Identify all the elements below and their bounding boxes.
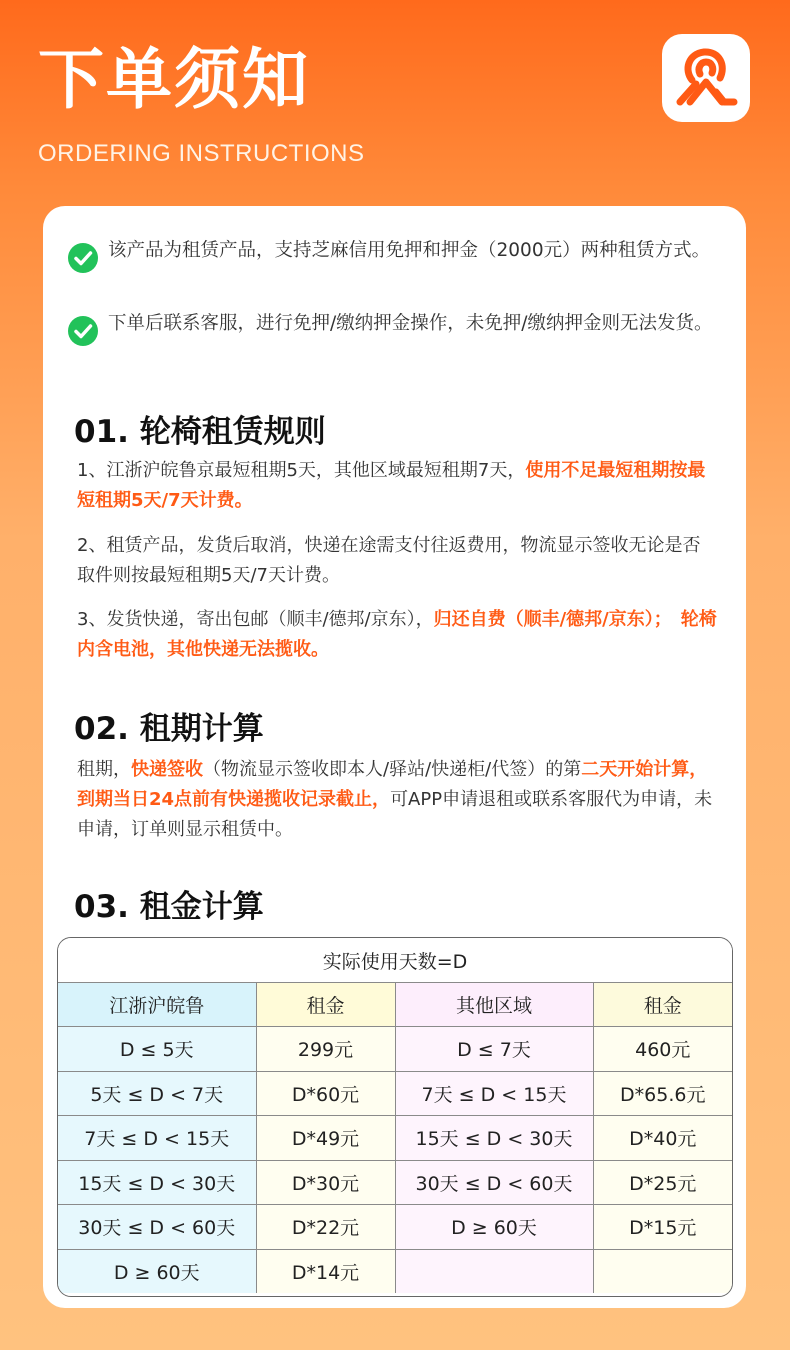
- table-cell: 460元: [593, 1027, 732, 1072]
- table-cell: D*22元: [256, 1205, 395, 1250]
- table-row: [58, 1160, 732, 1205]
- table-cell: 15天 ≤ D < 30天: [58, 1160, 256, 1205]
- note-item: [67, 236, 717, 266]
- note-text: 该产品为租赁产品，支持芝麻信用免押和押金（2000元）两种租赁方式。: [108, 240, 711, 261]
- rule-text: 3、发货快递，寄出包邮（顺丰/德邦/京东），: [77, 609, 434, 630]
- rent-table: [57, 937, 733, 1297]
- rule-text: 2、租赁产品，发货后取消，快递在途需支付往返费用，物流显示签收无论是否取件则按最短租期5天/7天计费。: [77, 535, 701, 586]
- table-row: [58, 1116, 732, 1161]
- table-cell: D*40元: [593, 1116, 732, 1161]
- table-cell: D*60元: [256, 1071, 395, 1116]
- rule-paragraph-1: [77, 456, 717, 516]
- note-item: [67, 309, 717, 339]
- table-cell: [593, 1249, 732, 1293]
- table-cell: D*65.6元: [593, 1071, 732, 1116]
- brand-logo-icon: [662, 34, 750, 122]
- table-row: [58, 1205, 732, 1250]
- column-header: 租金: [593, 983, 732, 1027]
- period-paragraph: [77, 755, 717, 845]
- table-cell: D ≥ 60天: [58, 1249, 256, 1293]
- column-header: 其他区域: [395, 983, 593, 1027]
- check-circle-icon: [67, 242, 99, 274]
- rule-text: 1、江浙沪皖鲁京最短租期5天，其他区域最短租期7天，: [77, 460, 526, 481]
- table-cell: 30天 ≤ D < 60天: [58, 1205, 256, 1250]
- period-text: （物流显示签收即本人/驿站/快递柜/代签）的第: [203, 759, 582, 780]
- rule-paragraph-2: [77, 531, 717, 591]
- page-title: 下单须知: [38, 41, 310, 118]
- table-cell: 299元: [256, 1027, 395, 1072]
- table-cell: D*25元: [593, 1160, 732, 1205]
- rule-paragraph-3: [77, 605, 717, 665]
- table-cell: 7天 ≤ D < 15天: [395, 1071, 593, 1116]
- table-cell: [395, 1249, 593, 1293]
- table-cell: D ≥ 60天: [395, 1205, 593, 1250]
- table-cell: 7天 ≤ D < 15天: [58, 1116, 256, 1161]
- instructions-card: [43, 206, 746, 1308]
- section-title-rules: 01. 轮椅租赁规则: [74, 414, 326, 450]
- period-highlight: 二天开始计算，到期当日24点前有快递揽收记录截止，: [77, 759, 708, 810]
- section-title-period: 02. 租期计算: [74, 711, 264, 747]
- table-cell: D*49元: [256, 1116, 395, 1161]
- section-title-rent: 03. 租金计算: [74, 889, 264, 925]
- table-cell: D ≤ 7天: [395, 1027, 593, 1072]
- table-cell: 15天 ≤ D < 30天: [395, 1116, 593, 1161]
- table-cell: 30天 ≤ D < 60天: [395, 1160, 593, 1205]
- table-cell: D*14元: [256, 1249, 395, 1293]
- period-highlight: 快递签收: [131, 759, 203, 780]
- period-text: 租期，: [77, 759, 131, 780]
- table-row: [58, 1071, 732, 1116]
- table-cell: D*30元: [256, 1160, 395, 1205]
- table-cell: 5天 ≤ D < 7天: [58, 1071, 256, 1116]
- period-text: 可APP申请退租或联系客服代为申请，未申请，订单则显示租赁中。: [77, 789, 713, 840]
- table-caption: 实际使用天数=D: [58, 938, 732, 983]
- note-text: 下单后联系客服，进行免押/缴纳押金操作，未免押/缴纳押金则无法发货。: [108, 313, 713, 334]
- table-cell: D*15元: [593, 1205, 732, 1250]
- table-row: [58, 1027, 732, 1072]
- column-header: 江浙沪皖鲁: [58, 983, 256, 1027]
- rule-highlight: 归还自费（顺丰/德邦/京东）； 轮椅内含电池，其他快递无法揽收。: [77, 609, 717, 660]
- page-subtitle: ORDERING INSTRUCTIONS: [38, 140, 365, 167]
- table-row: [58, 1249, 732, 1293]
- rule-highlight: 使用不足最短租期按最短租期5天/7天计费。: [77, 460, 706, 511]
- column-header: 租金: [256, 983, 395, 1027]
- table-cell: D ≤ 5天: [58, 1027, 256, 1072]
- check-circle-icon: [67, 315, 99, 347]
